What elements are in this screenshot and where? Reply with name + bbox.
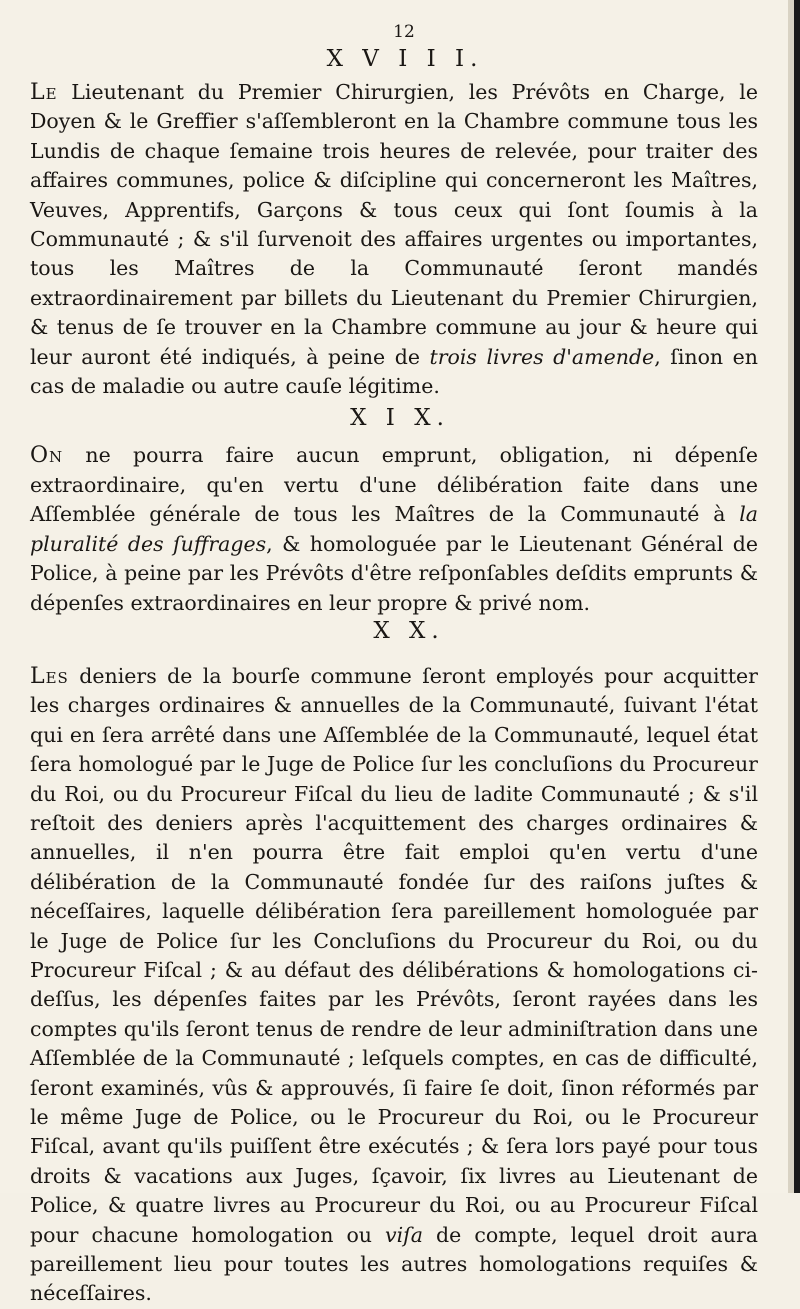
- article-18-emphasis: trois livres d'amende: [429, 344, 655, 369]
- article-20-text-after: de compte, lequel droit aura pareillement lieu pour toutes les autres homologations requiſes & néceſſaires.: [30, 1222, 758, 1306]
- article-20-text: deniers de la bourſe commune ſeront employés pour acquitter les charges ordinaires & annuelles de la Communauté, ſuivant l'état qui en ſera arrêté dans une Aſſemblée de la Communauté, lequel état ſera homologué par le Juge de Police ſur les concluſions du Procureur du Roi, ou du Procureur Fiſcal du lieu de ladite Communauté ; & s'il reſtoit des deniers après l'acquittement des charges ordinaires & annuelles, il n'en pourra être fait emploi qu'en vertu d'une délibération de la Communauté fondée ſur des raiſons juſtes & néceſſaires, laquelle délibération ſera pareillement homologuée par le Juge de Police ſur les Concluſions du Procureur du Roi, ou du Procureur Fiſcal ; & au défaut des délibérations & homologations ci-deſſus, les dépenſes faites par les Prévôts, ſeront rayées dans les comptes qu'ils ſeront tenus de rendre de leur adminiſtration dans une Aſſemblée de la Communauté ; leſquels comptes, en cas de difficulté, ſeront examinés, vûs & approuvés, ſi faire ſe doit, ſinon réformés par le même Juge de Police, ou le Procureur du Roi, ou le Procureur Fiſcal, avant qu'ils puiſſent être exécutés ; & ſera lors payé pour tous droits & vacations aux Juges, ſçavoir, ſix livres au Lieutenant de Police, & quatre livres au Procureur du Roi, ou au Procureur Fiſcal pour chacune homologation ou: [30, 663, 758, 1247]
- article-19-emphasis: la pluralité des ſuffrages: [30, 502, 758, 556]
- article-19-text: ne pourra faire aucun emprunt, obligation, ni dépenſe extraordinaire, qu'en vertu d'une délibération faite dans une Aſſemblée générale de tous les Maîtres de la Communauté à: [30, 443, 758, 527]
- article-19-text-after: , & homologuée par le Lieutenant Général de Police, à peine par les Prévôts d'être reſponſables deſdits emprunts & dépenſes extraordinaires en leur propre & privé nom.: [30, 531, 758, 615]
- article-18-text: Lieutenant du Premier Chirurgien, les Prévôts en Charge, le Doyen & le Greffier s'aſſembleront en la Chambre commune tous les Lundis de chaque ſemaine trois heures de relevée, pour traiter des affaires communes, police & diſcipline qui concerneront les Maîtres, Veuves, Apprentifs, Garçons & tous ceux qui ſont ſoumis à la Communauté ; & s'il ſurvenoit des affaires urgentes ou importantes, tous les Maîtres de la Communauté ſeront mandés extraordinairement par billets du Lieutenant du Premier Chirurgien, & tenus de ſe trouver en la Chambre commune au jour & heure qui leur auront été indiqués, à peine de: [30, 80, 758, 369]
- document-text: [30, 20, 758, 1309]
- article-18-text-after: , ſinon en cas de maladie ou autre cauſe légitime.: [30, 344, 758, 399]
- article-19-lead: On: [30, 443, 64, 469]
- article-20-emphasis: viſa: [385, 1222, 423, 1247]
- article-18-lead: Le: [30, 80, 58, 105]
- page-edge: [794, 0, 800, 1193]
- article-20-lead: Les: [30, 663, 69, 689]
- article-20-paragraph: [30, 662, 758, 1309]
- article-heading-19: X I X.: [350, 405, 450, 432]
- article-heading-18: X V I I I.: [326, 46, 484, 72]
- article-19-paragraph: [30, 441, 758, 617]
- article-18-paragraph: [30, 78, 758, 401]
- page-number: 12: [393, 22, 415, 42]
- article-heading-20: X X.: [373, 617, 445, 644]
